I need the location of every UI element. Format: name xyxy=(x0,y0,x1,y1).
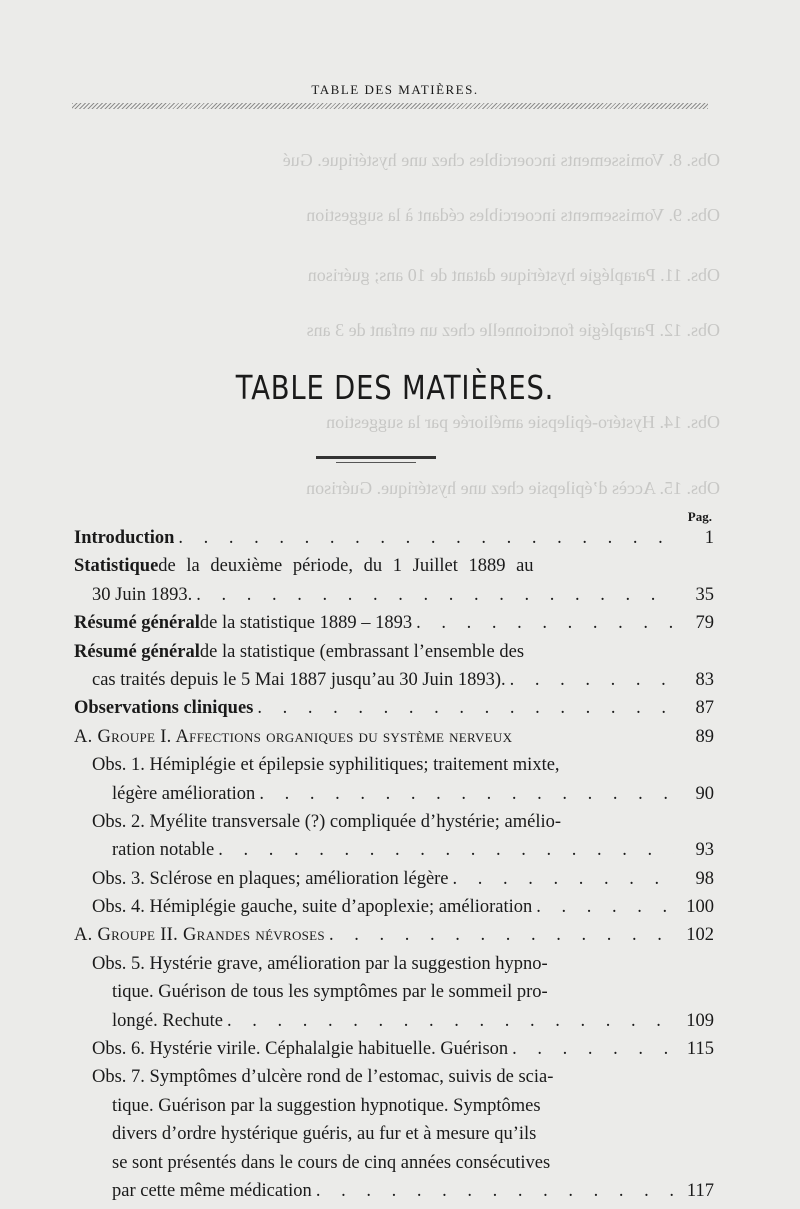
entry-heading: Résumé général xyxy=(74,641,200,662)
entry-text: de la statistique (embrassant l’ensemble des xyxy=(199,641,525,662)
entry-text: de la statistique 1889 – 1893 xyxy=(199,613,413,634)
bleed-through-text: Obs. 11. Paraplégie hystérique datant de 10 ans; guérison xyxy=(307,265,720,285)
entry-text: ration notable xyxy=(112,840,215,861)
leader-dots xyxy=(508,1039,674,1060)
toc-entries xyxy=(74,528,714,1209)
toc-entry[interactable] xyxy=(74,642,714,670)
toc-entry-continuation[interactable] xyxy=(74,585,714,613)
page-number: 87 xyxy=(695,698,714,719)
toc-observation[interactable] xyxy=(74,897,714,925)
leader-dots xyxy=(253,698,674,719)
bleed-through-text: Obs. 8. Vomissements incoercibles chez une hystérique. Gué xyxy=(282,150,720,170)
entry-text: Obs. 3. Sclérose en plaques; amélioration légère xyxy=(92,868,449,889)
entry-text: tique. Guérison par la suggestion hypnotique. Symptômes xyxy=(112,1095,541,1116)
toc-observation-continuation[interactable] xyxy=(74,1153,714,1181)
leader-dots xyxy=(532,897,674,918)
bleed-through-text: Obs. 15. Accès d’épilepsie chez une hystérique. Guérison xyxy=(306,478,720,498)
entry-text: se sont présentés dans le cours de cinq années consécutives xyxy=(112,1152,551,1173)
page-title: TABLE DES MATIÈRES. xyxy=(235,368,555,407)
leader-dots xyxy=(255,784,674,805)
toc-entry[interactable] xyxy=(74,613,714,641)
entry-text: tique. Guérison de tous les symptômes par le sommeil pro- xyxy=(112,982,548,1003)
toc-observation-continuation[interactable] xyxy=(74,982,714,1010)
entry-text: de la deuxième période, du 1 Juillet 1889 au xyxy=(158,556,534,577)
entry-text: Obs. 5. Hystérie grave, amélioration par la suggestion hypno- xyxy=(92,953,548,974)
running-head: TABLE DES MATIÈRES. xyxy=(311,82,479,97)
entry-text: longé. Rechute xyxy=(112,1010,223,1031)
toc-entry[interactable] xyxy=(74,698,714,726)
page-number: 35 xyxy=(695,584,714,605)
page-number: 90 xyxy=(695,783,714,804)
toc-group-heading[interactable] xyxy=(74,727,714,755)
entry-heading: Statistique xyxy=(74,556,159,577)
entry-text: cas traités depuis le 5 Mai 1887 jusqu’au 30 Juin 1893). xyxy=(92,669,506,690)
page-number: 1 xyxy=(704,528,714,548)
page-number: 117 xyxy=(686,1180,714,1201)
page-number: 93 xyxy=(695,840,714,861)
toc-observation-continuation[interactable] xyxy=(74,784,714,812)
toc-observation[interactable] xyxy=(74,755,714,783)
leader-dots xyxy=(223,1011,674,1032)
entry-text: 30 Juin 1893. xyxy=(92,584,193,605)
page-number: 115 xyxy=(686,1039,714,1060)
leader-dots xyxy=(192,585,674,606)
toc-observation-continuation[interactable] xyxy=(74,1124,714,1152)
toc-observation[interactable] xyxy=(74,869,714,897)
entry-text: Obs. 1. Hémiplégie et épilepsie syphilitiques; traitement mixte, xyxy=(92,755,560,776)
group-title: A. Groupe I. Affections organiques du système nerveux xyxy=(74,726,513,747)
toc-observation[interactable] xyxy=(74,1067,714,1095)
page-number: 89 xyxy=(695,726,714,747)
page-number: 79 xyxy=(695,613,714,634)
leader-dots xyxy=(325,925,674,946)
toc-observation[interactable] xyxy=(74,1039,714,1067)
page-number: 83 xyxy=(695,669,714,690)
entry-text: Obs. 7. Symptômes d’ulcère rond de l’estomac, suivis de scia- xyxy=(92,1067,554,1088)
entry-text: légère amélioration xyxy=(112,783,256,804)
entry-heading: Résumé général xyxy=(74,613,200,634)
entry-text: Obs. 6. Hystérie virile. Céphalalgie habituelle. Guérison xyxy=(92,1039,509,1060)
entry-heading: Observations cliniques xyxy=(74,698,254,719)
leader-dots xyxy=(506,670,674,691)
entry-text: par cette même médication xyxy=(112,1180,312,1201)
page-number: 109 xyxy=(686,1010,714,1031)
entry-text: Obs. 2. Myélite transversale (?) compliquée d’hystérie; amélio- xyxy=(92,811,562,832)
wavy-rule xyxy=(72,103,708,109)
page-column-label: Pag. xyxy=(687,509,712,524)
page-number: 102 xyxy=(686,925,714,946)
toc-entry-continuation[interactable] xyxy=(74,670,714,698)
toc-observation[interactable] xyxy=(74,954,714,982)
toc-entry[interactable] xyxy=(74,556,714,584)
bleed-through-text: Obs. 14. Hystéro-épilepsie améliorée par la suggestion xyxy=(326,412,720,432)
toc-observation-continuation[interactable] xyxy=(74,1096,714,1124)
entry-text: Obs. 4. Hémiplégie gauche, suite d’apoplexie; amélioration xyxy=(92,897,533,918)
leader-dots xyxy=(449,869,674,890)
toc-observation-continuation[interactable] xyxy=(74,840,714,868)
entry-heading: Introduction xyxy=(74,528,175,548)
leader-dots xyxy=(174,528,674,549)
bleed-through-text: Obs. 9. Vomissements incoercibles cédant à la suggestion xyxy=(306,205,720,225)
toc-entry[interactable] xyxy=(74,528,714,556)
page-number: 98 xyxy=(695,868,714,889)
title-rule xyxy=(316,456,436,459)
toc-observation-continuation[interactable] xyxy=(74,1181,714,1209)
toc-observation[interactable] xyxy=(74,812,714,840)
leader-dots xyxy=(412,613,674,634)
leader-dots xyxy=(214,840,674,861)
entry-text: divers d’ordre hystérique guéris, au fur et à mesure qu’ils xyxy=(112,1124,537,1145)
toc-observation-continuation[interactable] xyxy=(74,1011,714,1039)
group-title: A. Groupe II. Grandes névroses xyxy=(74,925,325,946)
page-number: 100 xyxy=(686,897,714,918)
leader-dots xyxy=(312,1181,674,1202)
bleed-through-text: Obs. 12. Paraplégie fonctionnelle chez un enfant de 3 ans xyxy=(306,320,720,340)
toc-group-heading[interactable] xyxy=(74,925,714,953)
